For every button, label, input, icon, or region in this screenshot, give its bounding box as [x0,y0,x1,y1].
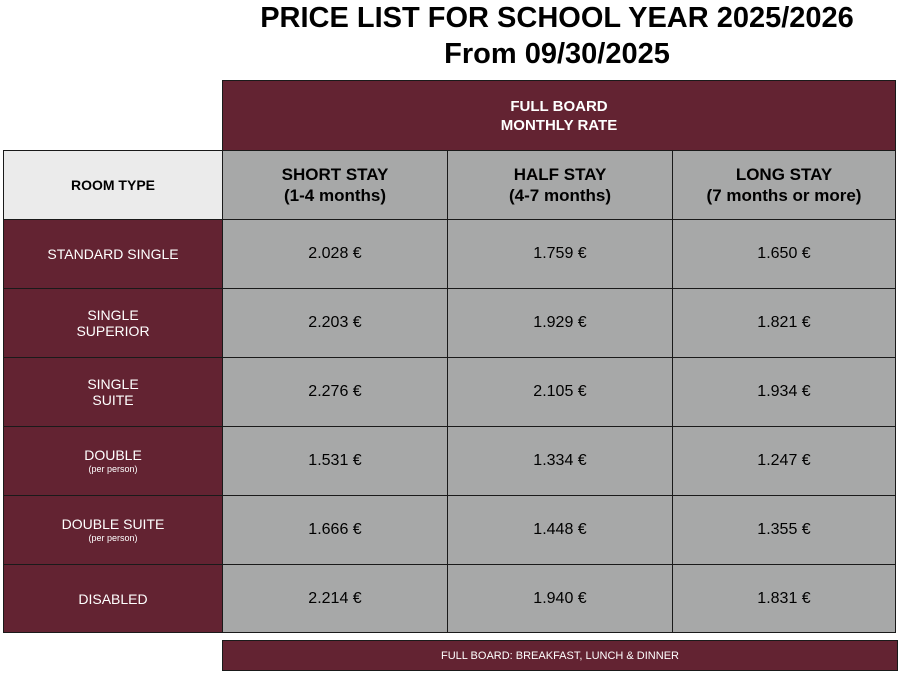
row-label-line1: SINGLE [87,307,139,323]
full-board-header-line1: FULL BOARD [510,97,608,115]
price-cell: 2.028 € [222,219,448,289]
price-cell: 1.666 € [222,495,448,565]
price-cell: 1.821 € [672,288,896,358]
row-label-standard-single [3,219,223,289]
row-label-disabled [3,564,223,633]
row-label-line2: SUPERIOR [76,323,150,339]
price-cell: 1.929 € [447,288,673,358]
row-label-double-suite [3,495,223,565]
column-header-sub: (4-7 months) [509,186,611,205]
column-header-sub: (7 months or more) [706,186,862,205]
price-cell: 1.334 € [447,426,673,496]
price-cell: 1.940 € [447,564,673,633]
column-header-half-stay [447,150,673,220]
price-cell: 1.831 € [672,564,896,633]
price-cell: 2.203 € [222,288,448,358]
column-header-long-stay [672,150,896,220]
column-header-label: SHORT STAY [281,165,389,184]
row-label-single-suite [3,357,223,427]
full-board-header-line2: MONTHLY RATE [500,116,618,134]
room-type-header: ROOM TYPE [3,150,223,220]
row-label-line2: SUITE [92,392,134,408]
price-cell: 1.531 € [222,426,448,496]
footer-note: FULL BOARD: BREAKFAST, LUNCH & DINNER [222,640,898,671]
price-cell: 1.448 € [447,495,673,565]
column-header-short-stay [222,150,448,220]
price-cell: 1.247 € [672,426,896,496]
full-board-header [222,80,896,151]
row-label-line1: DISABLED [78,590,148,607]
row-label-note: (per person) [88,533,138,543]
price-cell: 2.214 € [222,564,448,633]
price-cell: 2.105 € [447,357,673,427]
row-label-line1: STANDARD SINGLE [47,246,179,262]
page-subtitle: From 09/30/2025 [444,38,670,70]
price-cell: 1.759 € [447,219,673,289]
row-label-line1: DOUBLE SUITE [61,516,165,532]
price-cell: 1.650 € [672,219,896,289]
price-cell: 1.355 € [672,495,896,565]
row-label-double [3,426,223,496]
page-title: PRICE LIST FOR SCHOOL YEAR 2025/2026 [260,2,854,34]
column-header-label: LONG STAY [735,165,833,184]
price-cell: 2.276 € [222,357,448,427]
row-label-line1: SINGLE [87,376,139,392]
row-label-single-superior [3,288,223,358]
price-cell: 1.934 € [672,357,896,427]
column-header-label: HALF STAY [513,165,607,184]
column-header-sub: (1-4 months) [284,186,386,205]
row-label-note: (per person) [88,464,138,474]
row-label-line1: DOUBLE [84,447,142,463]
